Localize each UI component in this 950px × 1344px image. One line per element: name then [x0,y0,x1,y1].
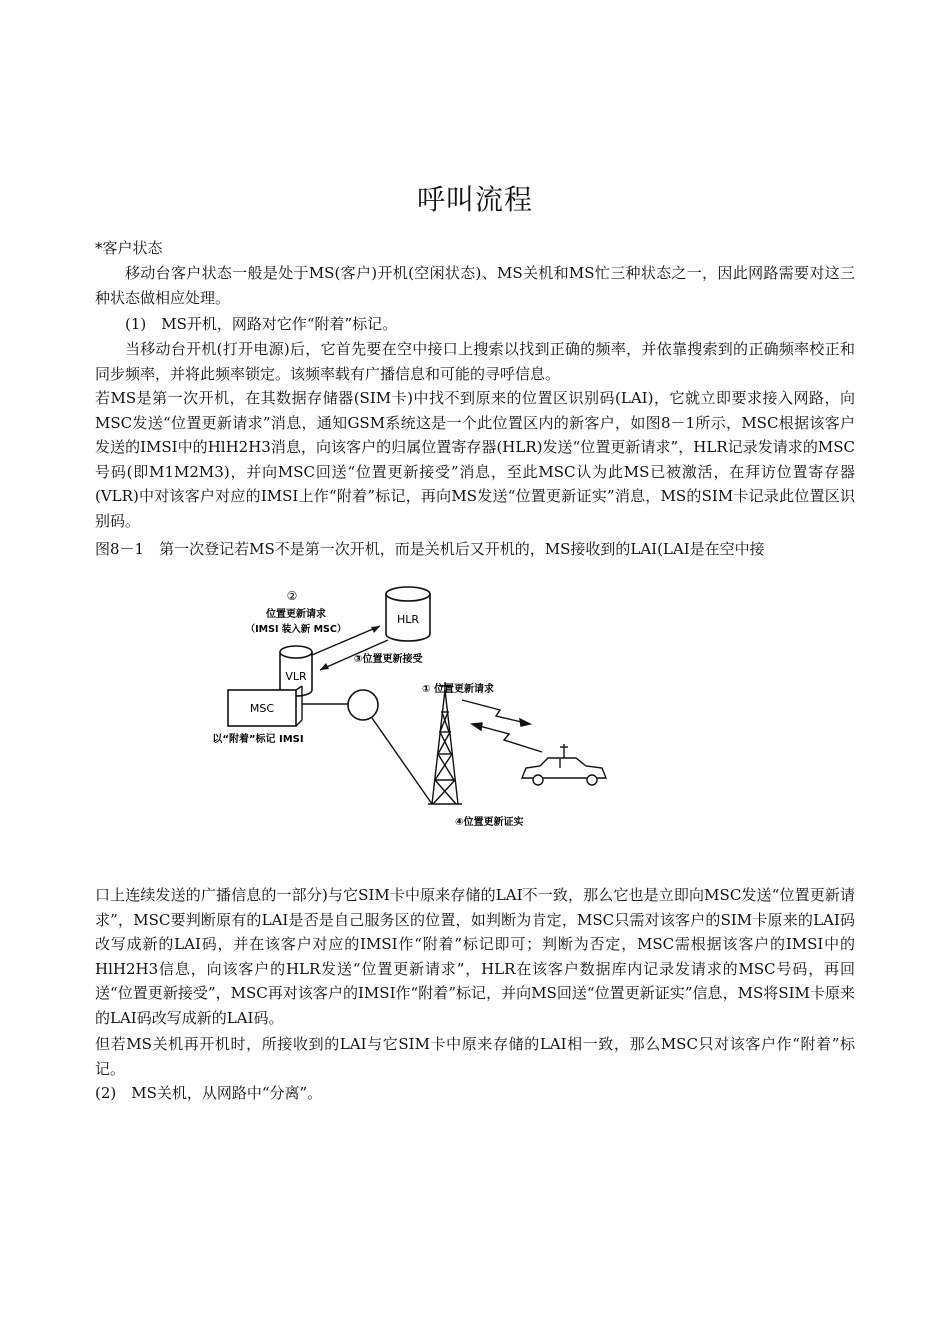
step1-label: ① 位置更新请求 [422,684,494,695]
paragraph-client-states: 移动台客户状态一般是处于MS(客户)开机(空闲状态)、MS关机和MS忙三种状态之一，因此网路需要对这三种状态做相应处理。 [95,264,855,307]
step2-number: ② [286,589,298,603]
base-station-tower-icon [428,682,462,804]
page-title: 呼叫流程 [416,183,533,216]
step3-label: ③位置更新接受 [354,654,423,665]
attach-label: 以“附着”标记 IMSI [212,734,304,745]
paragraph-ms-power-off: (2) MS关机，从网路中“分离”。 [95,1084,323,1102]
msc-label: MSC [249,702,275,715]
vlr-database-icon [280,646,312,696]
msc-switch-icon [228,686,302,726]
location-update-diagram [200,582,620,832]
paragraph-frequency-search: 当移动台开机(打开电源)后，它首先要在空中接口上搜索以找到正确的频率，并依靠搜索到的正确频率校正和同步频率，并将此频率锁定。该频率载有广播信息和可能的寻呼信息。 [95,340,855,383]
hlr-label: HLR [396,613,420,626]
network-node-icon [348,690,378,720]
figure-caption: 图8－1 第一次登记若MS不是第一次开机，而是关机后又开机的，MS接收到的LAI(LAI是在空中接 [95,540,765,558]
step2-label: 位置更新请求 [266,609,326,620]
paragraph-reregistration: 口上连续发送的广播信息的一部分)与它SIM卡中原来存储的LAI不一致，那么它也是立即向MSC发送“位置更新请求”，MSC要判断原有的LAI是否是自己服务区的位置，如判断为肯定，MSC只需对该客户的SIM卡原来的LAI码改写成新的LAI码，并在该客户对应的IMSI作“附着”标记即可；判断为否定，MSC需根据该客户的IMSI中的HlH2H3信息，向该客户的HLR发送“位置更新请求”，HLR在该客户数据库内记录发请求的MSC号码，再回送“位置更新接受”，MSC再对该客户的IMSI作“附着”标记，并向MS回送“位置更新证实”信息，MS将SIM卡原来的LAI码改写成新的LAI码。 [95,886,855,1027]
radio-link-icon [462,700,542,752]
paragraph-same-lai: 但若MS关机再开机时，所接收到的LAI与它SIM卡中原来存储的LAI相一致，那么MSC只对该客户作“附着”标记。 [95,1035,855,1078]
vlr-label: VLR [285,670,307,683]
hlr-database-icon [386,587,430,641]
paragraph-first-registration: 若MS是第一次开机，在其数据存储器(SIM卡)中找不到原来的位置区识别码(LAI)，它就立即要求接入网路，向MSC发送“位置更新请求”消息，通知GSM系统这是一个此位置区内的新客户，如图8－1所示，MSC根据该客户发送的IMSI中的HlH2H3消息，向该客户的归属位置寄存器(HLR)发送“位置更新请求”，HLR记录发请求的MSC号码(即M1M2M3)，并向MSC回送“位置更新接受”消息，至此MSC认为此MS已被激活，在拜访位置寄存器(VLR)中对该客户对应的IMSI上作“附着”标记，再向MS发送“位置更新证实”消息，MS的SIM卡记录此位置区识别码。 [95,389,855,530]
paragraph-ms-power-on: (1) MS开机，网路对它作“附着”标记。 [125,315,398,333]
step4-label: ④位置更新证实 [455,817,524,828]
section-heading: *客户状态 [95,239,163,257]
step2-sublabel: （IMSI 装入新 MSC） [245,624,347,635]
